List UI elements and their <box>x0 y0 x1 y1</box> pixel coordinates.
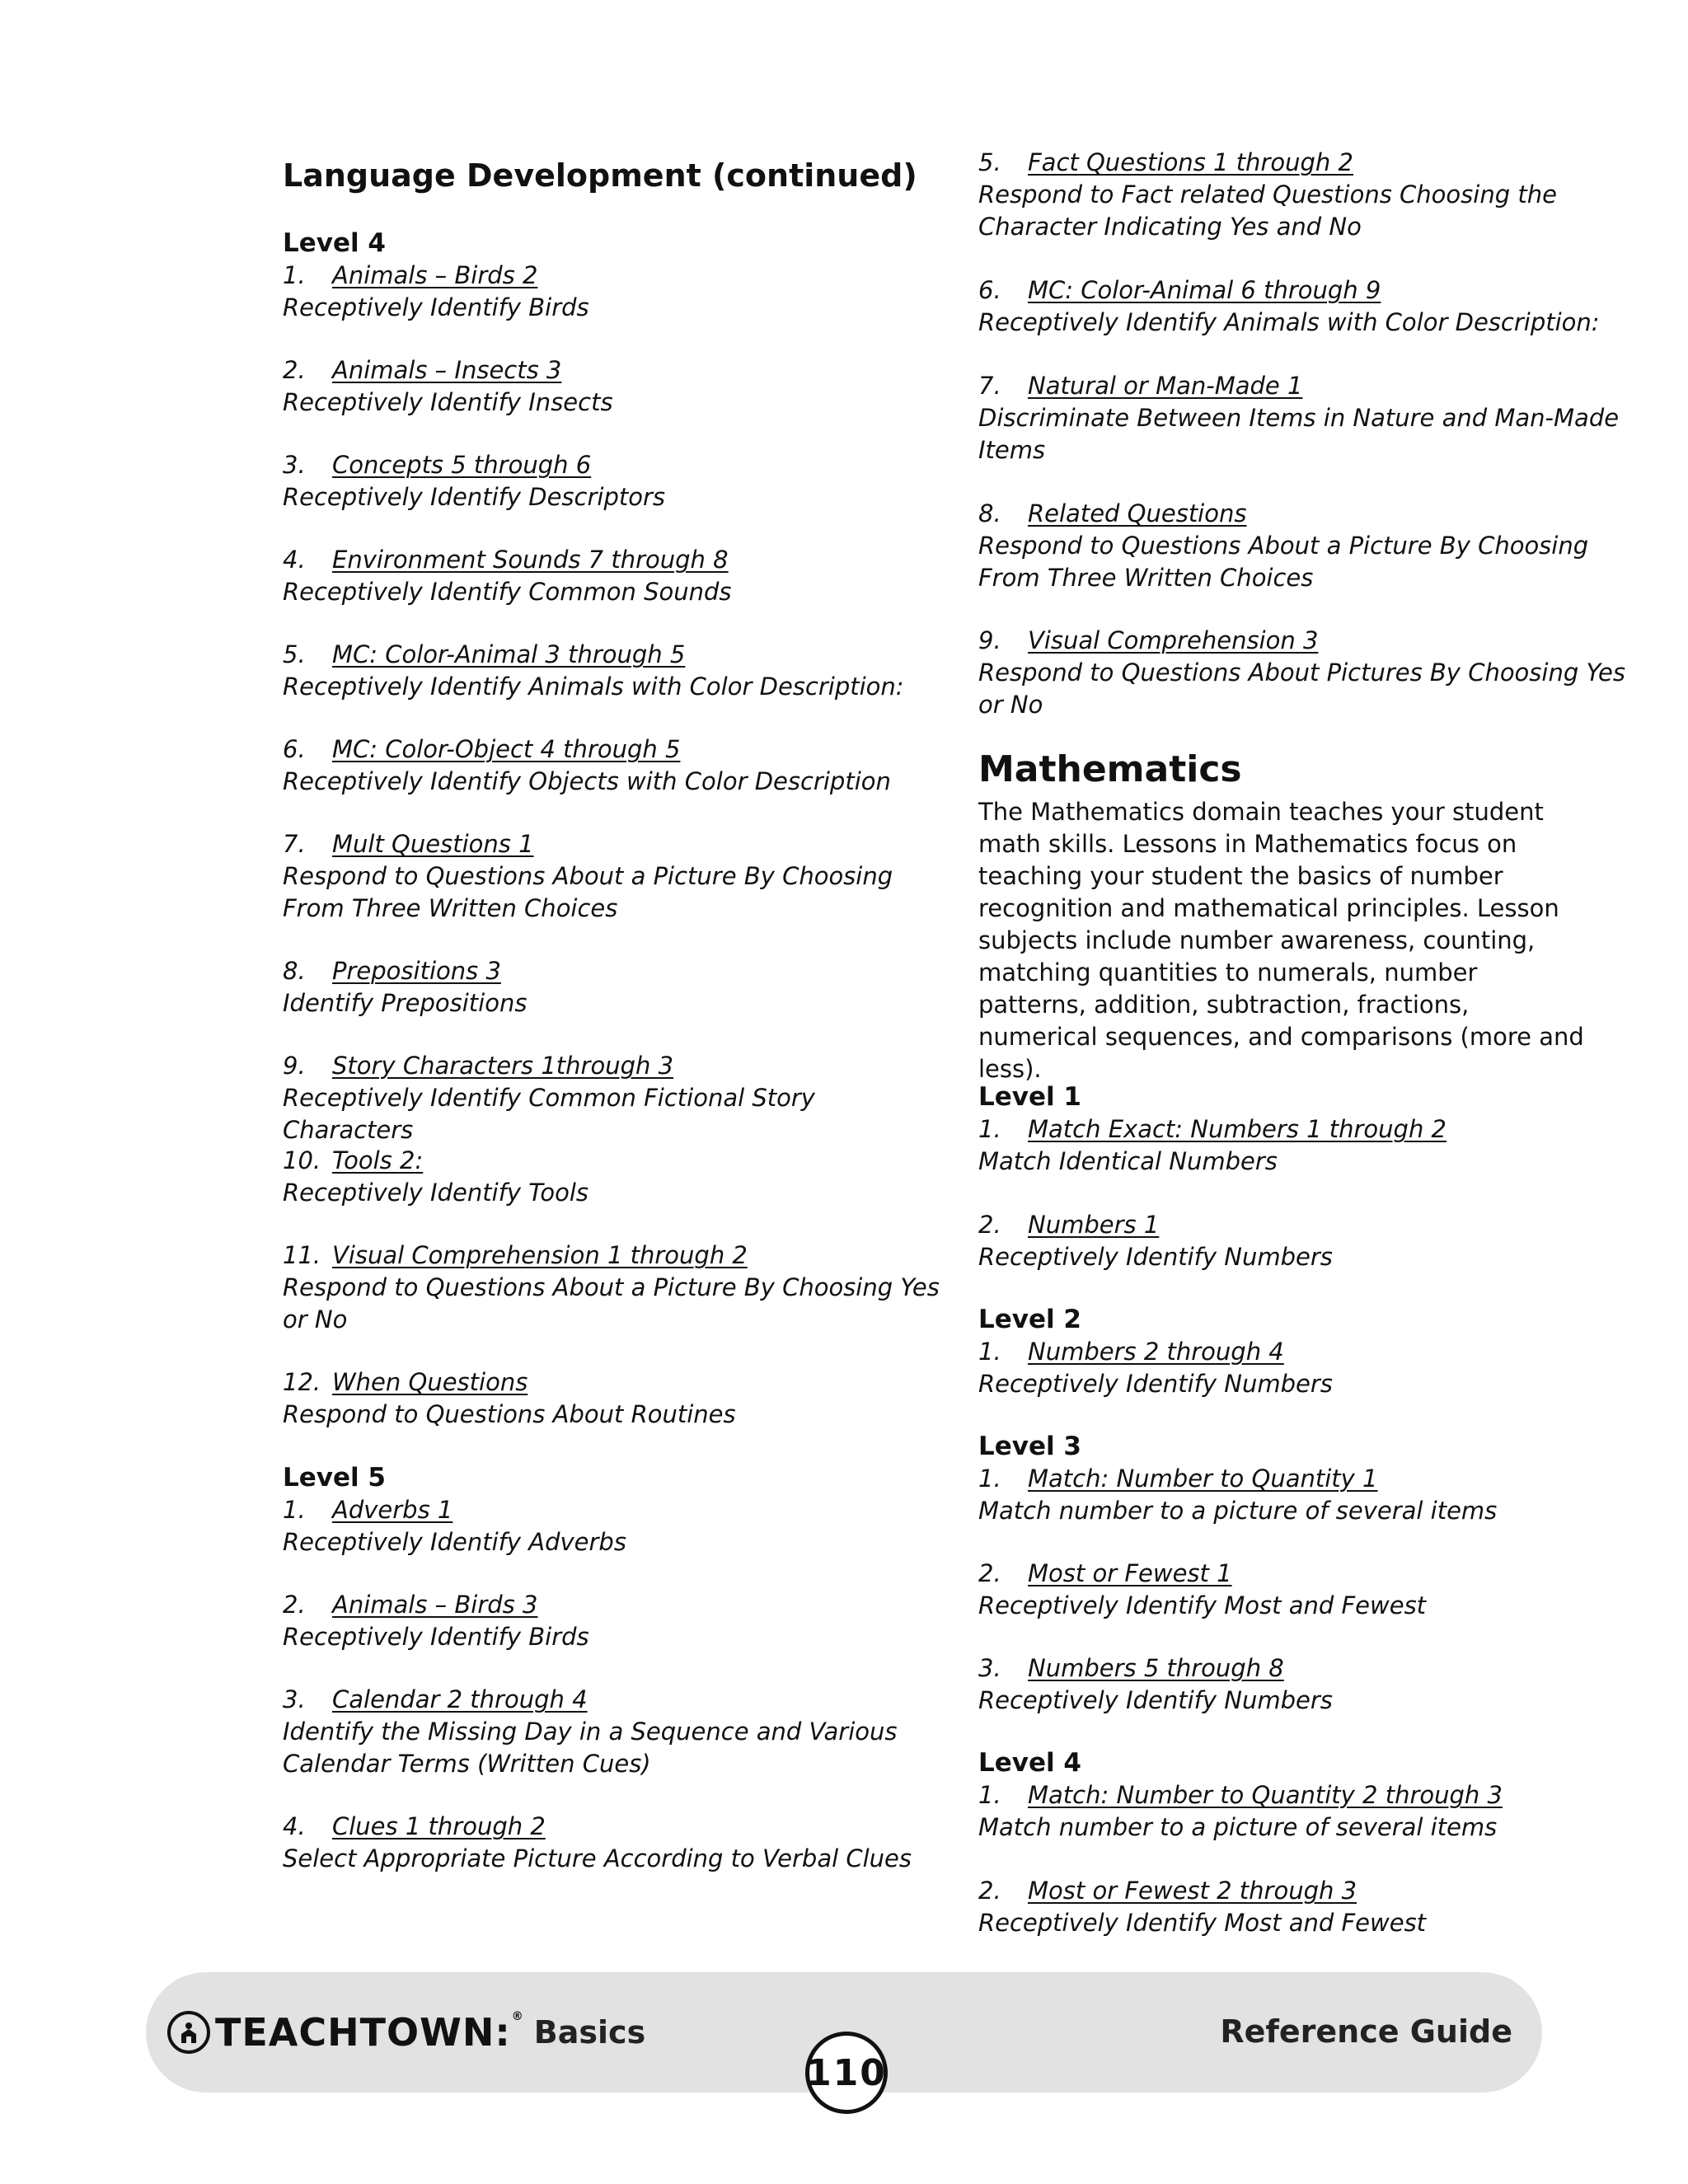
lesson-description: Discriminate Between Items in Nature and Man-Made Items <box>978 404 1620 464</box>
lesson-description: Match number to a picture of several items <box>978 1497 1498 1525</box>
brand-logo <box>167 2010 645 2055</box>
lesson-link[interactable]: Prepositions 3 <box>332 957 501 985</box>
lesson-description: Receptively Identify Most and Fewest <box>978 1591 1427 1619</box>
level-heading: Level 5 <box>283 1463 386 1493</box>
lesson-link[interactable]: Fact Questions 1 through 2 <box>1028 148 1353 176</box>
lesson-description: Receptively Identify Most and Fewest <box>978 1909 1427 1937</box>
lesson-link[interactable]: Concepts 5 through 6 <box>332 451 592 479</box>
lesson-item <box>283 1494 942 1558</box>
lesson-item <box>978 274 1638 339</box>
page-number: 110 <box>805 2032 888 2114</box>
lesson-item <box>978 1558 1638 1622</box>
lesson-item <box>978 625 1638 721</box>
schoolhouse-icon <box>167 2011 210 2054</box>
lesson-item <box>283 1240 942 1336</box>
lesson-number: 3. <box>283 1685 306 1713</box>
lesson-number: 3. <box>978 1654 1001 1682</box>
lesson-item <box>978 1336 1638 1400</box>
lesson-description: Respond to Questions About a Picture By Choosing From Three Written Choices <box>283 862 893 922</box>
lesson-number: 2. <box>978 1211 1001 1239</box>
lesson-number: 2. <box>978 1877 1001 1905</box>
lesson-item <box>283 449 942 513</box>
lesson-description: Match Identical Numbers <box>978 1147 1278 1175</box>
lesson-link[interactable]: Visual Comprehension 1 through 2 <box>332 1241 748 1269</box>
lesson-item <box>283 1684 942 1780</box>
lesson-description: Receptively Identify Numbers <box>978 1686 1333 1714</box>
lesson-item <box>283 544 942 608</box>
lesson-item <box>283 1050 942 1146</box>
lesson-description: Identify Prepositions <box>283 989 528 1017</box>
level-heading: Level 4 <box>283 228 386 258</box>
lesson-link[interactable]: Numbers 2 through 4 <box>1028 1338 1284 1366</box>
lesson-description: Receptively Identify Birds <box>283 1623 589 1651</box>
lesson-description: Receptively Identify Common Fictional Story Characters <box>283 1084 815 1144</box>
lesson-link[interactable]: Tools 2: <box>332 1146 424 1174</box>
lesson-link[interactable]: Story Characters 1through 3 <box>332 1052 674 1080</box>
lesson-link[interactable]: Most or Fewest 2 through 3 <box>1028 1877 1357 1905</box>
level-heading: Level 3 <box>978 1432 1081 1461</box>
lesson-number: 2. <box>283 1591 306 1619</box>
lesson-item <box>978 1113 1638 1178</box>
lesson-link[interactable]: Adverbs 1 <box>332 1496 453 1524</box>
lesson-link[interactable]: Visual Comprehension 3 <box>1028 626 1319 654</box>
section-heading: Mathematics <box>978 748 1242 790</box>
section-intro: The Mathematics domain teaches your student math skills. Lessons in Mathematics focus on teaching your student the basics of number recognition and mathematical principles. Lesson subjects include number awareness, counting, matching quantities to numerals, number patterns, addition, subtraction, fractions, numerical sequences, and comparisons (more and less). <box>978 798 1584 1083</box>
lesson-description: Respond to Fact related Questions Choosing the Character Indicating Yes and No <box>978 180 1557 241</box>
lesson-link[interactable]: Calendar 2 through 4 <box>332 1685 588 1713</box>
lesson-description: Receptively Identify Animals with Color Description: <box>283 673 904 701</box>
lesson-link[interactable]: Natural or Man-Made 1 <box>1028 372 1303 400</box>
lesson-item <box>978 1875 1638 1939</box>
lesson-link[interactable]: Numbers 5 through 8 <box>1028 1654 1284 1682</box>
lesson-number: 4. <box>283 1812 306 1840</box>
product-name: Basics <box>533 2014 646 2050</box>
lesson-number: 3. <box>283 451 306 479</box>
lesson-item <box>283 955 942 1019</box>
lesson-number: 8. <box>283 957 306 985</box>
lesson-link[interactable]: Animals – Birds 3 <box>332 1591 538 1619</box>
lesson-number: 1. <box>978 1338 1001 1366</box>
lesson-number: 7. <box>978 372 1001 400</box>
lesson-description: Receptively Identify Objects with Color Description <box>283 767 891 795</box>
lesson-link[interactable]: When Questions <box>332 1368 528 1396</box>
lesson-link[interactable]: Animals – Birds 2 <box>332 261 538 289</box>
brand-name: TEACHTOWN:® <box>215 2010 524 2055</box>
lesson-item <box>978 498 1638 594</box>
lesson-description: Receptively Identify Descriptors <box>283 483 666 511</box>
lesson-description: Receptively Identify Common Sounds <box>283 578 732 606</box>
lesson-item <box>978 1652 1638 1717</box>
lesson-link[interactable]: Most or Fewest 1 <box>1028 1559 1232 1587</box>
lesson-link[interactable]: Match Exact: Numbers 1 through 2 <box>1028 1115 1447 1143</box>
lesson-item <box>283 1589 942 1653</box>
lesson-number: 1. <box>978 1115 1001 1143</box>
lesson-link[interactable]: Numbers 1 <box>1028 1211 1160 1239</box>
lesson-item <box>283 354 942 419</box>
lesson-item <box>283 260 942 324</box>
schoolhouse-glyph <box>175 2018 203 2046</box>
lesson-number: 8. <box>978 499 1001 527</box>
lesson-description: Identify the Missing Day in a Sequence and Various Calendar Terms (Written Cues) <box>283 1718 898 1778</box>
lesson-link[interactable]: Clues 1 through 2 <box>332 1812 546 1840</box>
lesson-item <box>283 733 942 798</box>
lesson-description: Respond to Questions About a Picture By Choosing Yes or No <box>283 1273 940 1333</box>
lesson-description: Receptively Identify Numbers <box>978 1243 1333 1271</box>
lesson-number: 5. <box>283 640 306 668</box>
lesson-link[interactable]: MC: Color-Object 4 through 5 <box>332 735 681 763</box>
lesson-item <box>283 1366 942 1431</box>
guide-title: Reference Guide <box>1220 2013 1512 2050</box>
lesson-number: 12. <box>283 1368 321 1396</box>
lesson-description: Receptively Identify Numbers <box>978 1370 1333 1398</box>
lesson-description: Match number to a picture of several items <box>978 1813 1498 1841</box>
lesson-description: Receptively Identify Adverbs <box>283 1528 626 1556</box>
lesson-number: 6. <box>283 735 306 763</box>
lesson-description: Respond to Questions About Routines <box>283 1400 736 1428</box>
lesson-item <box>283 828 942 925</box>
level-heading: Level 4 <box>978 1748 1081 1778</box>
lesson-number: 10. <box>283 1146 321 1174</box>
level-heading: Level 2 <box>978 1305 1081 1334</box>
lesson-description: Receptively Identify Birds <box>283 293 589 321</box>
lesson-link[interactable]: Environment Sounds 7 through 8 <box>332 546 729 574</box>
lesson-number: 5. <box>978 148 1001 176</box>
lesson-link[interactable]: MC: Color-Animal 6 through 9 <box>1028 276 1381 304</box>
lesson-number: 1. <box>978 1781 1001 1809</box>
lesson-description: Receptively Identify Tools <box>283 1179 589 1207</box>
lesson-item <box>283 639 942 703</box>
lesson-number: 9. <box>978 626 1001 654</box>
lesson-item <box>283 1145 942 1209</box>
level-heading: Level 1 <box>978 1082 1081 1112</box>
lesson-number: 2. <box>283 356 306 384</box>
section-heading: Language Development (continued) <box>283 157 917 194</box>
lesson-link[interactable]: Related Questions <box>1028 499 1247 527</box>
lesson-number: 6. <box>978 276 1001 304</box>
lesson-number: 11. <box>283 1241 321 1269</box>
lesson-number: 1. <box>283 261 306 289</box>
lesson-item <box>978 370 1638 466</box>
lesson-link[interactable]: Mult Questions 1 <box>332 830 534 858</box>
lesson-item <box>978 1463 1638 1527</box>
lesson-description: Receptively Identify Insects <box>283 388 613 416</box>
lesson-link[interactable]: Match: Number to Quantity 2 through 3 <box>1028 1781 1503 1809</box>
lesson-number: 4. <box>283 546 306 574</box>
lesson-number: 1. <box>978 1465 1001 1493</box>
lesson-description: Select Appropriate Picture According to Verbal Clues <box>283 1844 912 1872</box>
lesson-item <box>978 147 1638 243</box>
lesson-description: Respond to Questions About a Picture By Choosing From Three Written Choices <box>978 532 1589 592</box>
lesson-link[interactable]: Animals – Insects 3 <box>332 356 562 384</box>
lesson-number: 1. <box>283 1496 306 1524</box>
lesson-description: Receptively Identify Animals with Color Description: <box>978 308 1600 336</box>
lesson-description: Respond to Questions About Pictures By Choosing Yes or No <box>978 658 1625 719</box>
lesson-number: 2. <box>978 1559 1001 1587</box>
lesson-item <box>978 1209 1638 1273</box>
lesson-item <box>283 1811 942 1875</box>
lesson-item <box>978 1779 1638 1844</box>
lesson-number: 7. <box>283 830 306 858</box>
lesson-number: 9. <box>283 1052 306 1080</box>
lesson-link[interactable]: MC: Color-Animal 3 through 5 <box>332 640 686 668</box>
lesson-link[interactable]: Match: Number to Quantity 1 <box>1028 1465 1378 1493</box>
